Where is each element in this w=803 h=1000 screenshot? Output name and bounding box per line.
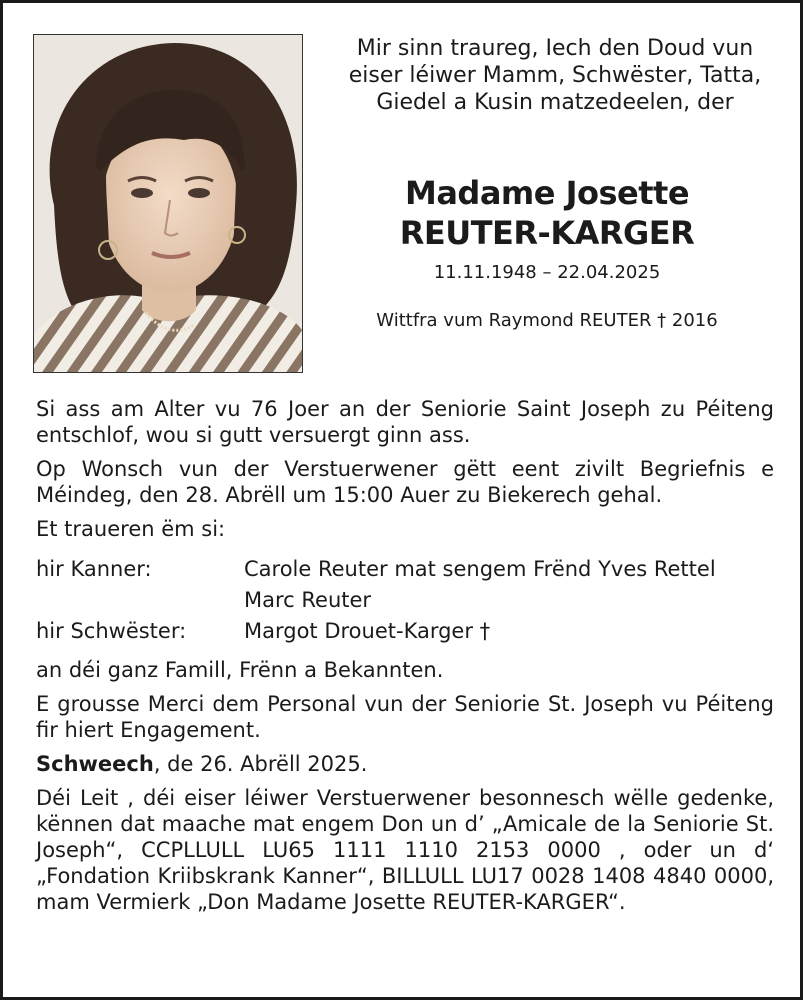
family-row-sister	[36, 616, 774, 647]
children-label: hir Kanner:	[36, 557, 152, 581]
paragraph-funeral: Op Wonsch vun der Verstuerwener gëtt eent zivilt Begriefnis e Méindeg, den 28. Abrëll um 15:00 Auer zu Biekerech gehal.	[36, 457, 774, 507]
deceased-name-line-2: REUTER-KARGER	[399, 214, 695, 252]
empty-label	[36, 585, 244, 616]
deceased-name	[321, 173, 773, 253]
paragraph-passing: Si ass am Alter vu 76 Joer an der Seniorie Saint Joseph zu Péiteng entschlof, wou si gutt versuergt ginn ass.	[36, 397, 774, 447]
widow-note: Wittfra vum Raymond REUTER † 2016	[376, 310, 718, 331]
intro-line-1: Mir sinn traureg, Iech den Doud vun	[356, 36, 754, 61]
paragraph-donation: Déi Leit , déi eiser léiwer Verstuerwener besonnesch wëlle gedenke, kënnen dat maache mat engem Don un d’ „Amicale de la Seniorie St. Joseph“, CCPLLULL LU65 1111 1110 2153 0000 , oder un d‘ „Fondation Kriibskrank Kanner“, BILLULL LU17 0028 1408 4840 0000, mam Vermierk „Don Madame Josette REUTER-KARGER“.	[36, 786, 774, 914]
intro-line-2: eiser léiwer Mamm, Schwëster, Tatta,	[348, 63, 762, 88]
child-2: Marc Reuter	[244, 588, 372, 612]
portrait-photo	[33, 34, 303, 373]
family-list	[36, 554, 774, 647]
sister-label: hir Schwëster:	[36, 619, 187, 643]
place-name: Schweech	[36, 752, 154, 776]
family-row-children	[36, 554, 774, 585]
intro-text	[321, 35, 789, 116]
deceased-name-line-1: Madame Josette	[404, 174, 690, 212]
family-row-children-2	[36, 585, 774, 616]
place-date-line	[36, 751, 774, 777]
intro-line-3: Giedel a Kusin matzedeelen, der	[376, 90, 734, 115]
notice-date: , de 26. Abrëll 2025.	[153, 752, 368, 776]
life-dates: 11.11.1948 – 22.04.2025	[433, 262, 661, 283]
notice-body	[36, 396, 774, 923]
child-1: Carole Reuter mat sengem Frënd Yves Rettel	[244, 557, 716, 581]
mourners-intro: Et traueren ëm si:	[36, 517, 226, 541]
paragraph-thanks: E grousse Merci dem Personal vun der Seniorie St. Joseph vu Péiteng fir hiert Engagement.	[36, 692, 774, 742]
paragraph-family: an déi ganz Famill, Frënn a Bekannten.	[36, 658, 444, 682]
sister-1: Margot Drouet-Karger †	[244, 619, 491, 643]
